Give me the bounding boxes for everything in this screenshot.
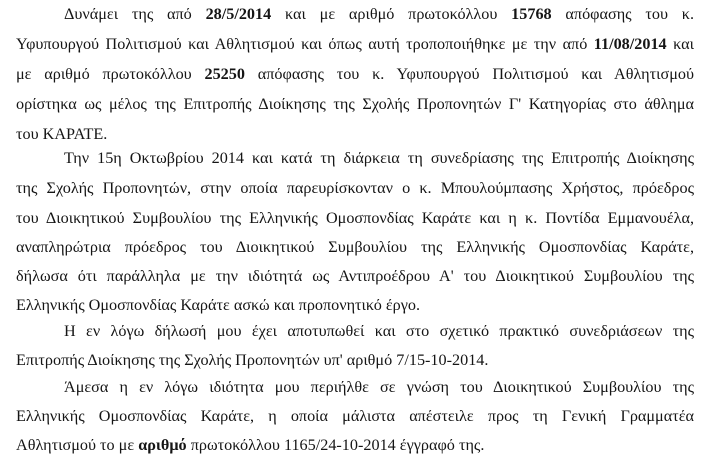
text-segment: απόφασης του κ. Υφυπουργού Πολιτισμού και Αθλητισμού [244,65,694,83]
paragraph-4-line-2: Ελληνικής Ομοσπονδίας Καράτε, η οποία μάλιστα απέστειλε προς τη Γενική Γραμματέα [16,407,694,425]
text-segment: και [666,35,694,53]
protocol-number: 15768 [511,5,552,23]
paragraph-2-line-2: της Σχολής Προπονητών, στην οποία παρευρίσκονταν ο κ. Μπουλούμπασης Χρήστος, πρόεδρος [16,179,694,197]
amendment-date: 11/08/2014 [593,35,667,53]
paragraph-2-line-4: αναπληρώτρια πρόεδρος του Διοικητικού Συμβουλίου της Ελληνικής Ομοσπονδίας Καράτε, [16,238,694,256]
paragraph-3-line-2: Επιτροπής Διοίκησης της Σχολής Προπονητών υπ' αριθμό 7/15-10-2014. [16,351,489,369]
amendment-protocol-number: 25250 [204,65,245,83]
paragraph-1-line-4: ορίστηκα ως μέλος της Επιτροπής Διοίκησης της Σχολής Προπονητών Γ' Κατηγορίας στο άθλημα [16,95,694,113]
decision-date: 28/5/2014 [205,5,272,23]
text-segment: Υφυπουργού Πολιτισμού και Αθλητισμού και όπως αυτή τροποποιήθηκε με την από [16,35,594,53]
text-segment: Δυνάμει της από [64,5,206,23]
paragraph-2-line-6: Ελληνικής Ομοσπονδίας Καράτε ασκώ και προπονητικό έργο. [16,296,421,314]
bold-word: αριθμό [138,436,187,454]
paragraph-4-line-1: Άμεσα η εν λόγω ιδιότητα μου περιήλθε σε γνώση του Διοικητικού Συμβουλίου της [64,378,694,396]
text-segment: πρωτοκόλλου 1165/24-10-2014 έγγραφό της. [186,436,485,454]
paragraph-1-line-3 [16,63,694,85]
paragraph-1-line-1 [64,3,694,25]
text-segment: απόφασης του κ. [551,5,694,23]
text-segment: Αθλητισμού το με [16,436,139,454]
text-segment: και με αριθμό πρωτοκόλλου [271,5,512,23]
text-segment: με αριθμό πρωτοκόλλου [16,65,205,83]
paragraph-2-line-5: δήλωσα ότι παράλληλα με την ιδιότητά ως Αντιπροέδρου Α' του Διοικητικού Συμβουλίου της [16,267,694,285]
paragraph-1-line-5: του ΚΑΡΑΤΕ. [16,125,108,143]
paragraph-4-line-3 [16,434,576,456]
paragraph-2-line-3: του Διοικητικού Συμβουλίου της Ελληνικής Ομοσπονδίας Καράτε και η κ. Ποντίδα Εμμανουέλα, [16,209,694,227]
paragraph-2-line-1: Την 15η Οκτωβρίου 2014 και κατά τη διάρκεια τη συνεδρίασης της Επιτροπής Διοίκησης [64,149,694,167]
paragraph-1-line-2 [16,33,694,55]
paragraph-3-line-1: Η εν λόγω δήλωσή μου έχει αποτυπωθεί και στο σχετικό πρακτικό συνεδριάσεων της [64,322,694,340]
